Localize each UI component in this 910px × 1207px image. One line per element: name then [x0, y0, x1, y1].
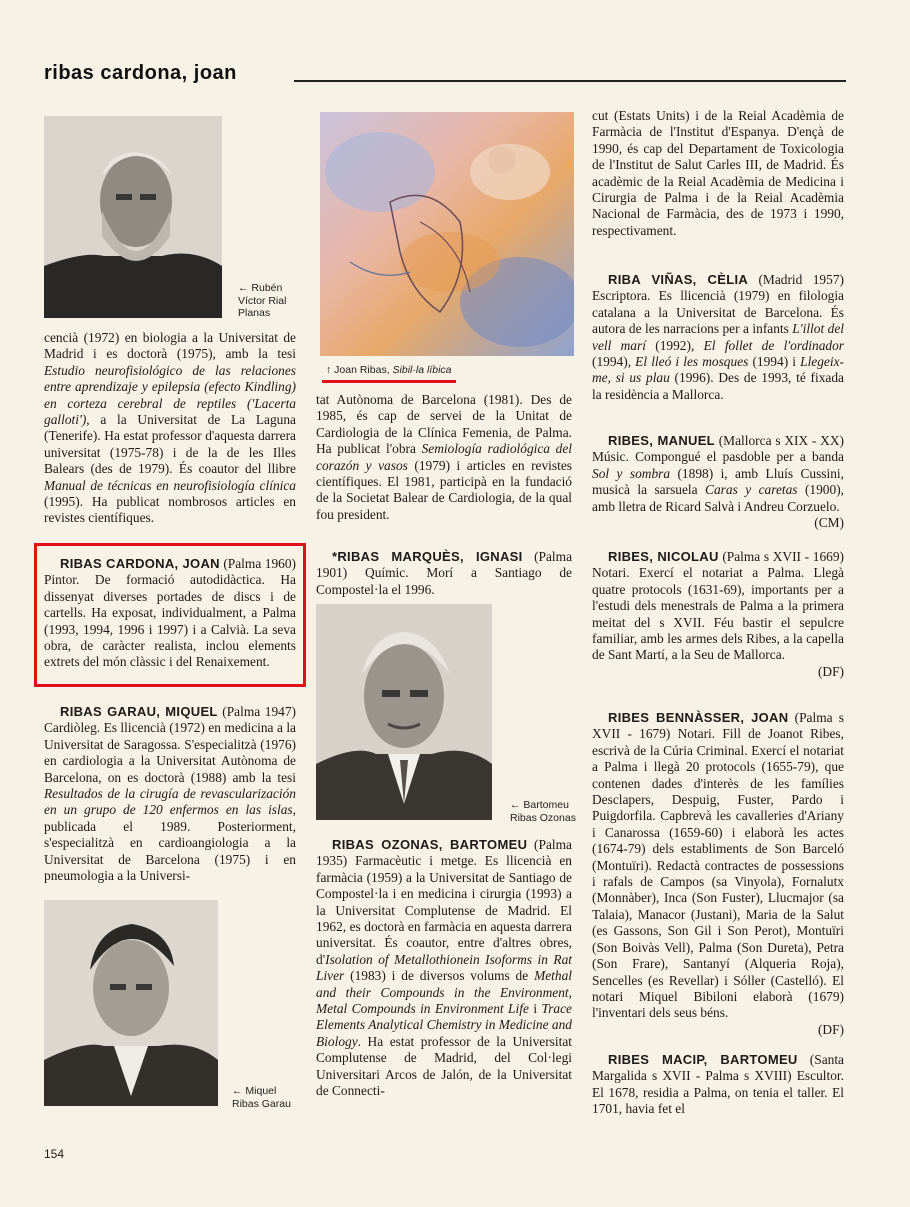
entry-text: (Palma s XVII - 1679) Notari. Fill de Joanot Ribes, escrivà de la Cúria Criminal. Exercí el notariat a Palma i llegà 20 protocols (1655-79), que contenen dades d'interès de les famílies Desclapers, Despuig, Fuster, Pardo i Puigdorfila. Capbrevà les cavalleries d'Ariany i Canarossa (1659-60) i elaborà les actes (1674-79) dels establiments de Son Barceló (Montuïri). Redactà contractes de possessions i rafals de Campos (sa Vinyola), Fornalutx (Monnàber), Inca (Son Fuster), Llucmajor (sa Talaia), Manacor (Justani), Maria de la Salut (es Gassons, Son Gil i Son Perot), Montuïri (Son Boivàs Vell), Palma (Son Dureta), Petra (Son Frare), Santanyí (Alqueria Roja), Sencelles (es Revellar) i Sóller (Castelló). El notari Miquel Bibiloni elaborà (1679) l'inventari dels seus béns. [592, 710, 844, 1021]
caption-line: ← Bartomeu [510, 799, 569, 811]
entry-ribes-macip-bartomeu [592, 1052, 844, 1118]
caption-prefix: ↑ Joan Ribas, [326, 364, 393, 376]
col1-continuation [44, 330, 296, 527]
caption-bartomeu [510, 799, 576, 824]
photo-bartomeu-ribas-ozonas [316, 604, 492, 820]
caption-miquel [232, 1085, 291, 1110]
entry-text: (Palma 1935) Farmacèutic i metge. Es llicencià en farmàcia (1959) a la Universitat de Santiago de Compostel·la i en medicina i cirurgia (1993) a la Universitat Complutense de Madrid. El 1962, es doctorà en farmàcia en aquesta darrera universitat. És coautor, entre d'altres obres, d' [316, 837, 572, 967]
caption-ruben [238, 282, 286, 320]
caption-line: ← Miquel [232, 1085, 277, 1097]
entry-ribas-ozonas-bartomeu: RIBAS OZONAS, BARTOMEU (Palma 1935) Farmacèutic i metge. Es llicencià en farmàcia (1959) a la Universitat de Santiago de Compostel·la i en medicina i cirurgia (1993) a la Universitat Complutense de Madrid. El 1962, es doctorà en farmàcia en aquesta darrera universitat. És coautor, entre d'altres obres, d'Isolation of Metallothionein Isoforms in Rat Liver (1983) i de diversos volums de Methal and their Compounds in the Environment, Metal Compounds in Environment Life i Trace Elements Analytical Chemistry in Medicine and Biology. Ha estat professor de la Universitat Complutense de Madrid, del Col·legi Universitari Arcos de Jalón, de la Universitat de Connecti- [316, 837, 572, 1099]
page-header-title: ribas cardona, joan [44, 62, 237, 84]
entry-name: RIBA VIÑAS, CÈLIA [608, 272, 749, 287]
entry-name: RIBAS GARAU, MIQUEL [60, 704, 218, 719]
caption-line: Víctor Rial [238, 294, 287, 307]
highlight-box [34, 543, 306, 687]
entry-ribes-bennasser-joan [592, 710, 844, 1038]
col2-continuation: tat Autònoma de Barcelona (1981). Des de 1985, és cap de servei de la Unitat de Cardiologia de la Clínica Femenia, de Palma. Ha publicat l'obra Semiología radiológica del corazón y vasos (1979) i articles en revistes científiques. El 1981, participà en la fundació de la Societat Balear de Cardiologia, de la qual fou president. [316, 392, 572, 522]
entry-text: (Palma 1960) Pintor. De formació autodidàctica. Ha dissenyat diverses portades de discs i de cartells. Ha exposat, individualment, a Palma (1993, 1994, 1996 i 1997) i a Calvià. La seva obra, de caràcter realista, inclou elements extrets del món clàssic i del Renaixement. [44, 556, 296, 670]
entry-ribes-nicolau [592, 549, 844, 680]
entry-name: RIBES BENNÀSSER, JOAN [608, 710, 789, 725]
caption-painting [326, 364, 452, 377]
caption-painting-title: Sibil·la líbica [392, 364, 452, 376]
entry-text: (Palma 1901) Químic. Morí a Santiago de Compostel·la el 1996. [316, 549, 573, 597]
header-rule [294, 80, 846, 82]
author-initials: (DF) [817, 663, 844, 679]
author-initials: (DF) [817, 1021, 844, 1037]
caption-underline-mark [322, 380, 456, 383]
entry-text: cencià (1972) en biologia a la Universitat de Madrid i es doctorà (1975), amb la tesi Estudio neurofisiológico de las relaciones entre aprendizaje y epilepsia (efecto Kindling) en corteza cerebral de reptiles ('Lacerta galloti'), a la Universitat de La Laguna (Tenerife). Ha estat professor d'aquesta darrera universitat (1975-78) i de la de les Illes Balears (des de 1979). És coautor del llibre Manual de técnicas en neurofisiología clínica (1995). Ha publicat nombrosos articles en revistes científiques. [44, 330, 296, 526]
caption-line: Ribas Garau [232, 1097, 291, 1110]
entry-text: , publicada el 1989. Posteriorment, s'especialitzà en cardioangiologia a la Universitat de Barcelona (1975) i en pneumologia a la Universi- [44, 802, 296, 884]
entry-name: RIBES, MANUEL [608, 433, 715, 448]
caption-line: ← Rubén [238, 282, 283, 294]
entry-ribas-garau-miquel [44, 704, 296, 884]
col3-continuation [592, 108, 844, 239]
caption-line: Planas [238, 307, 271, 319]
entry-name: RIBAS CARDONA, JOAN [60, 556, 220, 571]
entry-riba-vinas-celia: RIBA VIÑAS, CÈLIA (Madrid 1957) Escriptora. Es llicencià (1979) en filologia catalana a la Universitat de Barcelona. És autora de les narracions per a infants L'illot del vell marí (1992), El follet de l'ordinador (1994), El lleó i les mosques (1994) i Llegeix-me, si us plau (1996). Des de 1993, té fixada la residència a Mallorca. [592, 272, 844, 402]
author-initials: (CM) [814, 515, 844, 531]
entry-text: (Palma 1947) Cardiòleg. Es llicencià (1972) en medicina a la Universitat de Saragossa. S'especialitzà (1976) en cardiologia a la Universitat Autònoma de Barcelona, on es doctorà (1988) amb la tesi [44, 704, 296, 785]
painting-sibilla-libica [320, 112, 574, 356]
page-number: 154 [44, 1147, 65, 1161]
entry-text: (Santa Margalida s XVII - Palma s XVIII) Escultor. El 1678, residia a Palma, on tenia el taller. El 1701, havia fet el [592, 1052, 844, 1117]
entry-ribes-manuel: RIBES, MANUEL (Mallorca s XIX - XX) Músic. Compongué el pasdoble per a banda Sol y sombra (1898) i, amb Lluís Cussini, musicà la sarsuela Caras y caretas (1900), amb lletra de Ricard Salvà i Andreu Corzuelo. (CM) [592, 433, 844, 531]
photo-miquel-ribas-garau [44, 900, 218, 1106]
entry-name: RIBAS OZONAS, BARTOMEU [332, 837, 528, 852]
entry-name: *RIBAS MARQUÈS, IGNASI [332, 549, 523, 564]
entry-italic: Resultados de la cirugía de revascularización en un grupo de 120 enfermos en las islas [44, 786, 296, 818]
entry-text: cut (Estats Units) i de la Reial Acadèmia de Farmàcia de l'Institut d'Espanya. D'ençà de 1990, és cap del Departament de Toxicologia de l'Institut de Salut Carles III, de Madrid. És acadèmic de la Reial Acadèmia de Medicina i Cirurgia de Palma i de la Reial Acadèmia Nacional de Farmàcia, des de 1973 i 1990, respectivament. [592, 108, 844, 238]
entry-name: RIBES MACIP, BARTOMEU [608, 1052, 798, 1067]
entry-name: RIBES, NICOLAU [608, 549, 719, 564]
entry-ribas-marques-ignasi [316, 549, 572, 598]
photo-ruben-rial [44, 116, 222, 318]
caption-line: Ribas Ozonas [510, 811, 576, 824]
entry-text: (Palma s XVII - 1669) Notari. Exercí el notariat a Palma. Llegà quatre protocols (1631-69), importants per a l'estudi dels menestrals de Palma a la primera meitat del s XVII. Féu bastir el sepulcre familiar, amb les armes dels Ribes, a la capella de Sant Martí, a la Seu de Mallorca. [592, 549, 844, 663]
